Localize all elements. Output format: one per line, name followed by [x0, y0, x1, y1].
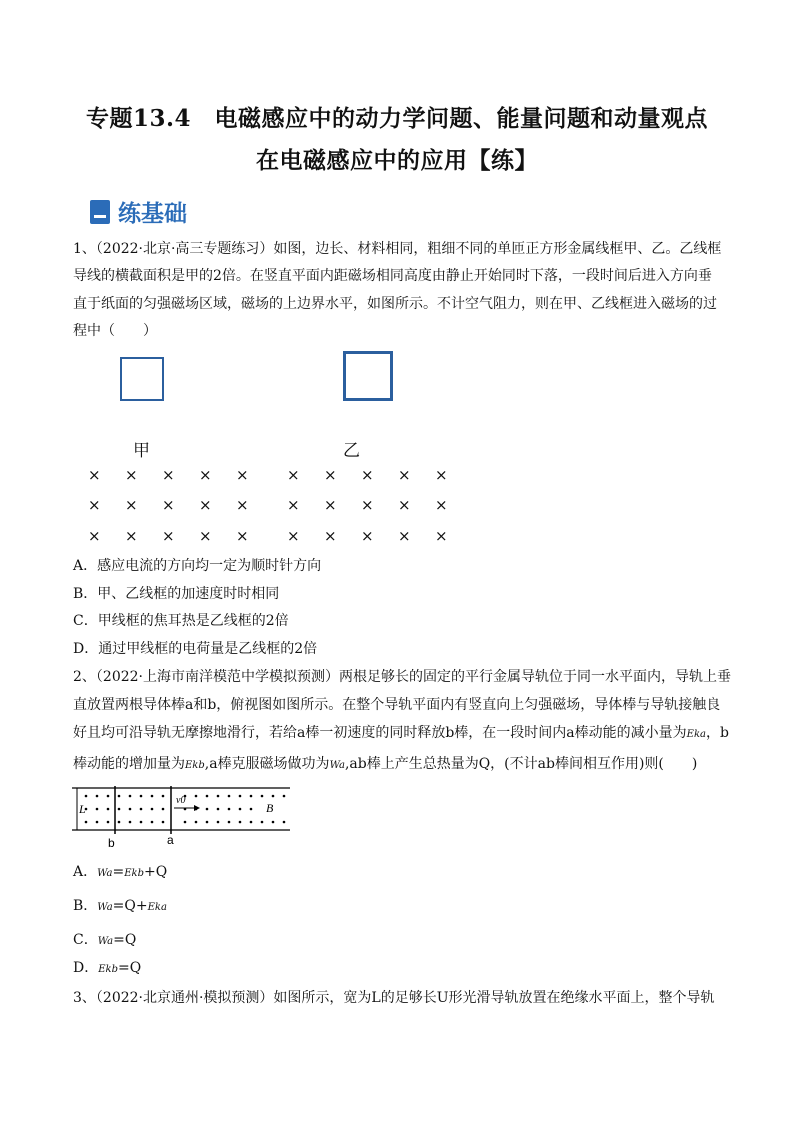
field-cross: ×	[125, 466, 138, 484]
field-dot	[228, 808, 231, 811]
q2-option-d	[73, 960, 141, 977]
label-B: B	[266, 801, 274, 815]
title-line-1: 专题13.4 电磁感应中的动力学问题、能量问题和动量观点	[85, 105, 709, 132]
field-dot	[250, 821, 253, 824]
field-dot	[206, 795, 209, 798]
field-cross: ×	[398, 496, 411, 514]
field-cross: ×	[398, 466, 411, 484]
field-dot	[162, 795, 165, 798]
field-dot	[217, 808, 220, 811]
field-dot	[151, 821, 154, 824]
field-dot	[162, 808, 165, 811]
field-dot	[118, 821, 121, 824]
field-cross: ×	[199, 466, 212, 484]
q1-line-3: 直于纸面的匀强磁场区域，磁场的上边界水平，如图所示。不计空气阻力，则在甲、乙线框进入磁场的过	[73, 296, 717, 312]
opt-c-wa: Wa	[97, 936, 114, 947]
label-yi: 乙	[343, 441, 360, 461]
field-dot	[283, 821, 286, 824]
field-dot	[107, 795, 110, 798]
field-cross: ×	[287, 527, 300, 545]
opt-b-mid: =Q+	[112, 898, 148, 914]
field-cross: ×	[236, 527, 249, 545]
label-v0: v0	[176, 795, 186, 806]
field-cross: ×	[361, 527, 374, 545]
q1-option-b: B．甲、乙线框的加速度时时相同	[73, 586, 280, 602]
frame-jia	[120, 357, 164, 401]
symbol-ekb: Ekb	[185, 760, 205, 771]
field-dot	[217, 821, 220, 824]
q2-line-4	[73, 756, 697, 773]
field-cross: ×	[324, 496, 337, 514]
field-dot	[107, 808, 110, 811]
q2-option-c	[73, 932, 136, 949]
field-dot	[151, 808, 154, 811]
label-jia: 甲	[133, 441, 150, 461]
field-cross: ×	[361, 466, 374, 484]
field-dot	[140, 795, 143, 798]
field-dot	[206, 808, 209, 811]
field-dot	[261, 795, 264, 798]
field-dot	[239, 821, 242, 824]
symbol-wa: Wa	[329, 760, 345, 771]
field-dot	[184, 821, 187, 824]
field-dot	[228, 821, 231, 824]
label-L: L	[79, 802, 86, 816]
field-cross: ×	[125, 527, 138, 545]
opt-b-eka: Eka	[147, 902, 167, 913]
section-title: 练基础	[118, 201, 187, 227]
opt-a-eq: =	[112, 864, 125, 880]
q2-line-3-tail: ，b	[705, 725, 729, 741]
field-cross: ×	[199, 496, 212, 514]
q2-line-4-text: 棒动能的增加量为	[73, 756, 185, 772]
field-dot	[206, 821, 209, 824]
q1-option-a: A．感应电流的方向均一定为顺时针方向	[73, 558, 322, 574]
symbol-eka: Eka	[686, 729, 706, 740]
field-dot	[261, 821, 264, 824]
field-cross: ×	[287, 466, 300, 484]
q3-line-1: 3、（2022·北京通州·模拟预测）如图所示，宽为L的足够长U形光滑导轨放置在绝缘水平面上，整个导轨	[73, 990, 715, 1006]
field-cross: ×	[88, 527, 101, 545]
q2-line-1: 2、（2022·上海市南洋模范中学模拟预测）两根足够长的固定的平行金属导轨位于同一水平面内，导轨上垂	[73, 669, 731, 685]
field-dot	[107, 821, 110, 824]
field-cross: ×	[287, 496, 300, 514]
opt-c-tail: =Q	[113, 932, 137, 948]
field-dot	[151, 795, 154, 798]
field-dot	[129, 808, 132, 811]
q1-line-2: 导线的横截面积是甲的2倍。在竖直平面内距磁场相同高度由静止开始同时下落，一段时间后进入方向垂	[73, 268, 712, 284]
q2-option-a-label: A．	[73, 864, 98, 880]
field-dot	[129, 795, 132, 798]
q1-figure	[0, 0, 794, 560]
q1-option-d: D．通过甲线框的电荷量是乙线框的2倍	[73, 641, 318, 657]
field-dot	[85, 795, 88, 798]
opt-a-tail: +Q	[144, 864, 168, 880]
field-cross: ×	[435, 527, 448, 545]
q2-line-4-tail: ,ab棒上产生总热量为Q，(不计ab棒间相互作用)则( )	[344, 756, 698, 772]
field-cross: ×	[236, 466, 249, 484]
velocity-arrowhead	[194, 805, 200, 811]
field-cross: ×	[324, 466, 337, 484]
field-dot	[129, 821, 132, 824]
field-cross: ×	[398, 527, 411, 545]
q2-option-b	[73, 898, 167, 915]
opt-a-ekb: Ekb	[124, 868, 144, 879]
q2-option-b-label: B．	[73, 898, 98, 914]
title-line-2: 在电磁感应中的应用【练】	[256, 147, 538, 174]
field-dot	[195, 821, 198, 824]
field-dot	[217, 795, 220, 798]
field-dot	[250, 795, 253, 798]
field-cross: ×	[88, 466, 101, 484]
opt-d-ekb: Ekb	[98, 964, 118, 975]
field-cross: ×	[435, 466, 448, 484]
q2-option-a	[73, 864, 167, 881]
label-a: a	[167, 833, 174, 847]
field-cross: ×	[435, 496, 448, 514]
q2-line-4-mid: ,a棒克服磁场做功为	[204, 756, 330, 772]
opt-d-tail: =Q	[118, 960, 142, 976]
field-cross: ×	[88, 496, 101, 514]
field-cross: ×	[199, 527, 212, 545]
field-dot	[85, 821, 88, 824]
q2-option-d-label: D．	[73, 960, 99, 976]
field-dot	[96, 808, 99, 811]
field-dot	[195, 795, 198, 798]
opt-b-wa: Wa	[97, 902, 113, 913]
field-dot	[118, 808, 121, 811]
q1-option-c: C．甲线框的焦耳热是乙线框的2倍	[73, 613, 289, 629]
field-dot	[140, 821, 143, 824]
q1-line-4: 程中（ ）	[73, 323, 157, 339]
field-dot	[250, 808, 253, 811]
label-b: b	[108, 836, 115, 850]
field-dot	[228, 795, 231, 798]
field-cross: ×	[162, 496, 175, 514]
q2-line-2: 直放置两根导体棒a和b，俯视图如图所示。在整个导轨平面内有竖直向上匀强磁场，导体棒与导轨接触良	[73, 697, 721, 713]
field-dot	[283, 795, 286, 798]
field-cross: ×	[361, 496, 374, 514]
field-dot	[96, 821, 99, 824]
field-dot	[140, 808, 143, 811]
field-dot	[118, 795, 121, 798]
q2-rail-figure	[68, 782, 293, 850]
field-cross: ×	[125, 496, 138, 514]
field-dot	[272, 821, 275, 824]
field-cross: ×	[236, 496, 249, 514]
field-dot	[272, 795, 275, 798]
field-dot	[96, 795, 99, 798]
q2-option-c-label: C．	[73, 932, 98, 948]
field-dot	[239, 795, 242, 798]
q1-line-1: 1、（2022·北京·高三专题练习）如图，边长、材料相同，粗细不同的单匝正方形金属线框甲、乙。乙线框	[73, 241, 722, 257]
field-cross: ×	[324, 527, 337, 545]
field-dot	[162, 821, 165, 824]
field-cross: ×	[162, 466, 175, 484]
opt-a-wa: Wa	[97, 868, 113, 879]
q2-line-3-text: 好且均可沿导轨无摩擦地滑行，若给a棒一初速度的同时释放b棒，在一段时间内a棒动能的减小量为	[73, 725, 687, 741]
frame-yi	[343, 351, 393, 401]
q2-line-3	[73, 725, 729, 742]
field-cross: ×	[162, 527, 175, 545]
field-dot	[239, 808, 242, 811]
